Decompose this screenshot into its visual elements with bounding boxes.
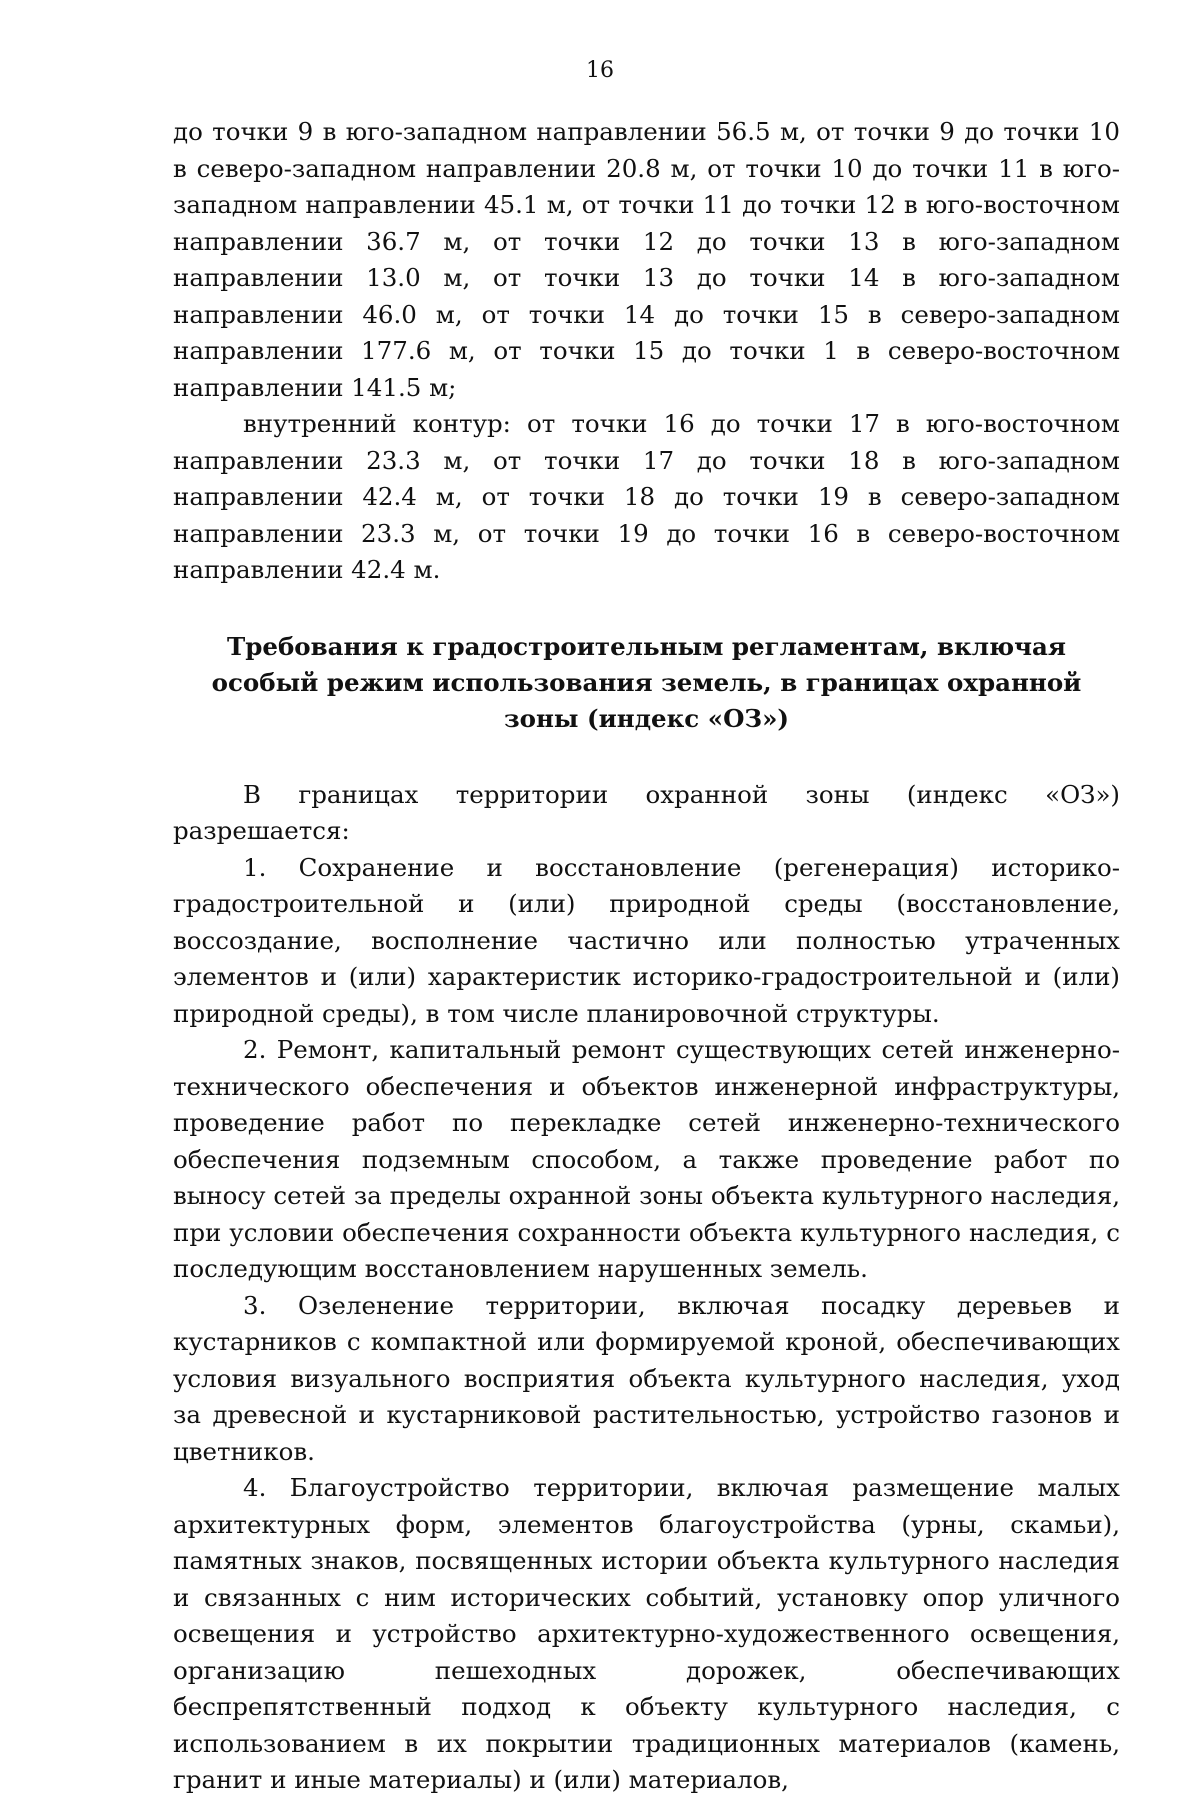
list-item-2: 2. Ремонт, капитальный ремонт существующих сетей инженерно-технического обеспечения и объектов инженерной инфраструктуры, проведение работ по перекладке сетей инженерно-технического обеспечения подземным способом, а также проведение работ по выносу сетей за пределы охранной зоны объекта культурного наследия, при условии обеспечения сохранности объекта культурного наследия, с последующим восстановлением нарушенных земель. [173, 1035, 1120, 1283]
list-item-1: 1. Сохранение и восстановление (регенерация) историко-градостроительной и (или) природной среды (восстановление, воссоздание, восполнение частично или полностью утраченных элементов и (или) характеристик историко-градостроительной и (или) природной среды), в том числе планировочной структуры. [173, 852, 1120, 1028]
list-item-3: 3. Озеленение территории, включая посадку деревьев и кустарников с компактной или формируемой кроной, обеспечивающих условия визуального восприятия объекта культурного наследия, уход за древесной и кустарниковой растительностью, устройство газонов и цветников. [173, 1290, 1120, 1466]
contour-description-outer: до точки 9 в юго-западном направлении 56.5 м, от точки 9 до точки 10 в северо-западном направлении 20.8 м, от точки 10 до точки 11 в юго-западном направлении 45.1 м, от точки 11 до точки 12 в юго-восточном направлении 36.7 м, от точки 12 до точки 13 в юго-западном направлении 13.0 м, от точки 13 до точки 14 в юго-западном направлении 46.0 м, от точки 14 до точки 15 в северо-западном направлении 177.6 м, от точки 15 до точки 1 в северо-восточном направлении 141.5 м; [173, 117, 1120, 402]
list-item-4: 4. Благоустройство территории, включая размещение малых архитектурных форм, элементов благоустройства (урны, скамьи), памятных знаков, посвященных истории объекта культурного наследия и связанных с ним исторических событий, установку опор уличного освещения и устройство архитектурно-художественного освещения, организацию пешеходных дорожек, обеспечивающих беспрепятственный подход к объекту культурного наследия, с использованием в их покрытии традиционных материалов (камень, гранит и иные материалы) и (или) материалов, [173, 1473, 1120, 1794]
section-heading: Требования к градостроительным регламентам, включая особый режим использования земель, в границах охранной зоны (индекс «ОЗ») [211, 631, 1082, 733]
page-number: 16 [586, 58, 614, 83]
section-intro: В границах территории охранной зоны (индекс «ОЗ») разрешается: [173, 779, 1120, 845]
document-body [173, 114, 1120, 1799]
contour-description-inner: внутренний контур: от точки 16 до точки 17 в юго-восточном направлении 23.3 м, от точки 17 до точки 18 в юго-западном направлении 42.4 м, от точки 18 до точки 19 в северо-западном направлении 23.3 м, от точки 19 до точки 16 в северо-восточном направлении 42.4 м. [173, 409, 1120, 584]
